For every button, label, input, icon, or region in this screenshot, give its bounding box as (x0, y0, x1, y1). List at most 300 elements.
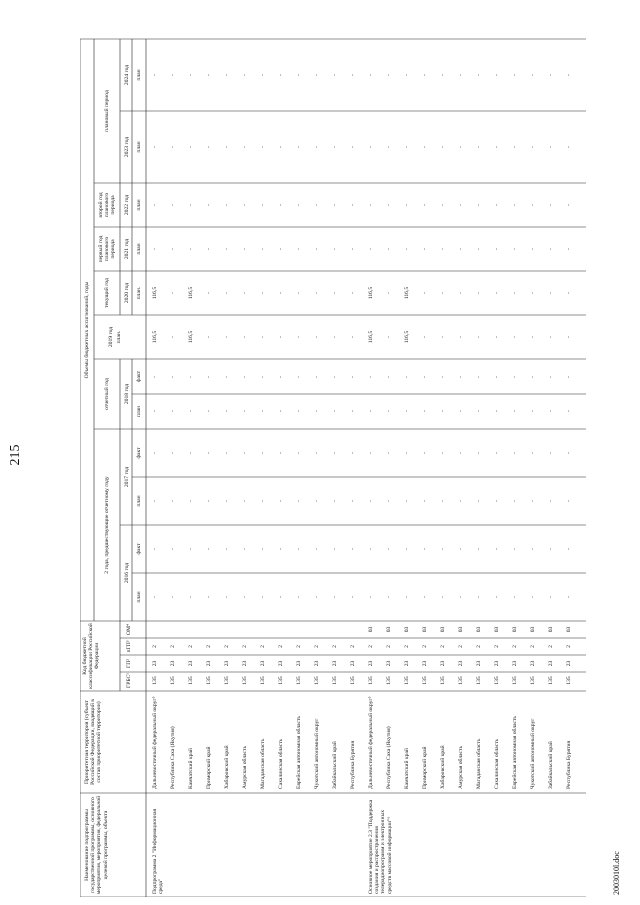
row-dash: - (278, 548, 284, 550)
row-value-2019: - (566, 336, 572, 338)
row-dash: - (458, 74, 464, 76)
row-dash: - (242, 248, 248, 250)
row-dash: - (566, 500, 572, 502)
row-dash: - (242, 146, 248, 148)
row-territory: Приморский край (422, 746, 428, 789)
row-dash: - (530, 146, 536, 148)
row-dash: - (206, 248, 212, 250)
row-value-2019: 116,5 (152, 330, 158, 344)
row-dash: - (422, 204, 428, 206)
row-dash: - (566, 548, 572, 550)
row-dash: - (494, 410, 500, 412)
header-name-column: Наименование подпрограммы государственной программы, основного мероприятия, мероприятия, федеральной целевой программы, объекта (84, 795, 109, 895)
row-dash: - (440, 376, 446, 378)
row-dash: - (260, 410, 266, 412)
row-dash: - (476, 596, 482, 598)
row-value-2020: - (440, 292, 446, 294)
row-dash: - (170, 204, 176, 206)
row-kbk-code: 135 (404, 676, 410, 685)
header-2016: 2016 год (124, 562, 130, 584)
row-territory: Хабаровский край (224, 745, 230, 789)
row-dash: - (278, 500, 284, 502)
header-two-years: 2 года, предшествующие отчетному году (104, 476, 110, 574)
row-kbk-code: 23 (170, 660, 176, 667)
row-dash: - (422, 376, 428, 378)
row-dash: - (530, 204, 536, 206)
row-kbk-code: 2 (422, 645, 428, 648)
row-value-2019: - (350, 336, 356, 338)
row-value-2019: - (260, 336, 266, 338)
row-kbk-code: 135 (440, 676, 446, 685)
row-dash: - (404, 74, 410, 76)
row-value-2019: - (512, 336, 518, 338)
row-territory: Чукотский автономный округ (314, 718, 320, 789)
row-dash: - (188, 452, 194, 454)
row-value-2020: - (296, 292, 302, 294)
header-2018-plan: план (136, 405, 142, 418)
row-dash: - (296, 376, 302, 378)
row-dash: - (404, 452, 410, 454)
row-kbk-code: 135 (170, 676, 176, 685)
row-dash: - (512, 500, 518, 502)
row-dash: - (458, 248, 464, 250)
row-dash: - (404, 500, 410, 502)
row-dash: - (260, 596, 266, 598)
row-dash: - (296, 248, 302, 250)
row-kbk-code: 135 (512, 676, 518, 685)
row-dash: - (386, 410, 392, 412)
row-dash: - (368, 548, 374, 550)
row-kbk-code: 03 (476, 626, 482, 633)
row-dash: - (422, 596, 428, 598)
row-dash: - (206, 500, 212, 502)
header-kbk-pgp: пГП³ (126, 640, 132, 653)
row-dash: - (332, 248, 338, 250)
row-dash: - (458, 596, 464, 598)
row-dash: - (224, 452, 230, 454)
row-dash: - (260, 248, 266, 250)
header-2024-plan: план (136, 69, 142, 81)
row-kbk-code: 23 (332, 660, 338, 667)
row-value-2020: - (314, 292, 320, 294)
row-territory: Магаданская область (260, 738, 266, 789)
footer-filename: 2003010l.doc (612, 851, 621, 895)
row-dash: - (368, 204, 374, 206)
row-dash: - (530, 74, 536, 76)
row-value-2020: - (206, 292, 212, 294)
row-kbk-code: 2 (566, 645, 572, 648)
row-dash: - (170, 74, 176, 76)
row-kbk-code: 03 (548, 626, 554, 633)
row-dash: - (440, 500, 446, 502)
row-dash: - (296, 596, 302, 598)
row-value-2019: - (548, 336, 554, 338)
row-dash: - (314, 376, 320, 378)
row-kbk-code: 135 (350, 676, 356, 685)
row-dash: - (386, 548, 392, 550)
row-dash: - (422, 500, 428, 502)
row-kbk-code: 2 (332, 645, 338, 648)
row-kbk-code: 23 (422, 660, 428, 667)
row-kbk-code: 23 (296, 660, 302, 667)
row-dash: - (188, 74, 194, 76)
row-dash: - (476, 74, 482, 76)
row-kbk-code: 03 (494, 626, 500, 633)
row-kbk-code: 2 (278, 645, 284, 648)
row-territory: Республика Саха (Якутия) (170, 726, 176, 789)
row-dash: - (404, 596, 410, 598)
row-dash: - (188, 204, 194, 206)
header-2016-fact: факт (136, 543, 142, 555)
row-dash: - (368, 452, 374, 454)
row-kbk-code: 23 (188, 660, 194, 667)
row-dash: - (332, 146, 338, 148)
row-dash: - (206, 596, 212, 598)
row-dash: - (242, 410, 248, 412)
row-dash: - (242, 548, 248, 550)
row-kbk-code: 23 (476, 660, 482, 667)
row-kbk-code: 135 (296, 676, 302, 685)
row-kbk-code: 23 (206, 660, 212, 667)
row-dash: - (548, 548, 554, 550)
row-dash: - (548, 500, 554, 502)
row-kbk-code: 23 (548, 660, 554, 667)
row-dash: - (386, 146, 392, 148)
row-kbk-code: 2 (188, 645, 194, 648)
row-dash: - (512, 410, 518, 412)
row-dash: - (386, 452, 392, 454)
row-dash: - (152, 146, 158, 148)
row-dash: - (476, 248, 482, 250)
row-dash: - (512, 204, 518, 206)
row-territory: Забайкальский край (548, 741, 554, 789)
row-dash: - (494, 500, 500, 502)
row-dash: - (260, 74, 266, 76)
row-dash: - (260, 204, 266, 206)
row-value-2019: - (278, 336, 284, 338)
row-dash: - (386, 204, 392, 206)
row-dash: - (152, 410, 158, 412)
row-value-2020: - (242, 292, 248, 294)
row-dash: - (170, 452, 176, 454)
header-2017-fact: факт (136, 447, 142, 459)
budget-table (80, 37, 588, 897)
row-dash: - (458, 452, 464, 454)
row-dash: - (206, 548, 212, 550)
row-value-2019: 116,5 (404, 330, 410, 344)
header-territory-column: Приоритетная территория (субъект Российской Федерации, входящий в состав приоритетной территории) (84, 699, 103, 785)
row-territory: Амурская область (242, 746, 248, 789)
row-kbk-code: 23 (260, 660, 266, 667)
row-value-2020: - (530, 292, 536, 294)
header-2019: 2019 год (108, 326, 114, 348)
row-kbk-code: 135 (152, 676, 158, 685)
row-kbk-code: 23 (512, 660, 518, 667)
header-2019-plan: план. (116, 330, 122, 344)
row-dash: - (566, 452, 572, 454)
row-value-2020: 116,5 (404, 286, 410, 300)
row-dash: - (386, 376, 392, 378)
row-dash: - (260, 500, 266, 502)
row-kbk-code: 2 (242, 645, 248, 648)
row-dash: - (566, 410, 572, 412)
row-kbk-code: 135 (314, 676, 320, 685)
row-dash: - (512, 376, 518, 378)
row-kbk-code: 03 (512, 626, 518, 633)
row-dash: - (386, 500, 392, 502)
row-value-2020: 116,5 (152, 286, 158, 300)
row-dash: - (242, 596, 248, 598)
row-kbk-code: 03 (404, 626, 410, 633)
row-dash: - (278, 376, 284, 378)
header-2017-plan: план (136, 495, 142, 507)
row-dash: - (278, 248, 284, 250)
row-value-2020: 116,5 (368, 286, 374, 300)
row-kbk-code: 2 (386, 645, 392, 648)
row-dash: - (260, 548, 266, 550)
row-kbk-code: 23 (566, 660, 572, 667)
row-dash: - (278, 410, 284, 412)
row-dash: - (152, 548, 158, 550)
row-kbk-code: 03 (440, 626, 446, 633)
row-dash: - (224, 376, 230, 378)
row-dash: - (332, 376, 338, 378)
row-dash: - (548, 204, 554, 206)
row-kbk-code: 03 (422, 626, 428, 633)
row-value-2020: 116,5 (188, 286, 194, 300)
row-dash: - (206, 452, 212, 454)
row-territory: Камчатский край (188, 748, 194, 789)
row-kbk-code: 2 (224, 645, 230, 648)
row-dash: - (314, 146, 320, 148)
row-dash: - (530, 548, 536, 550)
row-dash: - (350, 500, 356, 502)
row-dash: - (224, 74, 230, 76)
row-value-2020: - (224, 292, 230, 294)
row-kbk-code: 23 (404, 660, 410, 667)
row-dash: - (170, 376, 176, 378)
row-kbk-code: 135 (476, 676, 482, 685)
row-dash: - (512, 146, 518, 148)
row-dash: - (224, 596, 230, 598)
row-dash: - (206, 410, 212, 412)
row-territory: Камчатский край (404, 748, 410, 789)
row-value-2020: - (386, 292, 392, 294)
row-dash: - (152, 248, 158, 250)
row-kbk-code: 2 (206, 645, 212, 648)
row-dash: - (494, 248, 500, 250)
row-dash: - (404, 376, 410, 378)
row-value-2019: - (530, 336, 536, 338)
row-dash: - (296, 500, 302, 502)
row-dash: - (242, 452, 248, 454)
row-dash: - (404, 204, 410, 206)
row-dash: - (386, 596, 392, 598)
row-dash: - (548, 376, 554, 378)
row-value-2019: - (332, 336, 338, 338)
row-dash: - (530, 596, 536, 598)
row-kbk-code: 03 (386, 626, 392, 633)
row-dash: - (188, 376, 194, 378)
row-dash: - (224, 410, 230, 412)
row-dash: - (278, 452, 284, 454)
row-kbk-code: 135 (458, 676, 464, 685)
row-kbk-code: 2 (350, 645, 356, 648)
row-dash: - (440, 410, 446, 412)
row-dash: - (440, 74, 446, 76)
row-dash: - (188, 410, 194, 412)
row-territory: Республика Саха (Якутия) (386, 726, 392, 789)
group-1-name: Подпрограмма 2 "Информационная среда" (152, 808, 165, 894)
row-dash: - (224, 248, 230, 250)
header-reporting: отчетный год (104, 378, 110, 410)
row-dash: - (368, 146, 374, 148)
header-planning: плановый период (104, 90, 110, 132)
row-dash: - (440, 204, 446, 206)
row-territory: Чукотский автономный округ (530, 718, 536, 789)
row-dash: - (440, 596, 446, 598)
row-value-2020: - (260, 292, 266, 294)
row-value-2019: 116,5 (368, 330, 374, 344)
row-value-2019: - (242, 336, 248, 338)
row-dash: - (566, 74, 572, 76)
row-dash: - (476, 548, 482, 550)
row-dash: - (512, 452, 518, 454)
row-dash: - (422, 452, 428, 454)
row-dash: - (242, 204, 248, 206)
row-kbk-code: 23 (242, 660, 248, 667)
row-kbk-code: 23 (152, 660, 158, 667)
row-territory: Еврейская автономная область (296, 716, 302, 789)
row-dash: - (422, 548, 428, 550)
header-kbk-om: ОМ⁴ (126, 624, 132, 635)
row-dash: - (188, 248, 194, 250)
row-dash: - (206, 146, 212, 148)
row-dash: - (404, 248, 410, 250)
row-dash: - (350, 596, 356, 598)
row-territory: Дальневосточный федеральный округ⁵ (368, 696, 374, 789)
row-kbk-code: 2 (314, 645, 320, 648)
row-dash: - (296, 74, 302, 76)
row-dash: - (494, 74, 500, 76)
row-kbk-code: 2 (404, 645, 410, 648)
row-kbk-code: 135 (494, 676, 500, 685)
row-dash: - (494, 452, 500, 454)
row-kbk-code: 2 (548, 645, 554, 648)
row-dash: - (206, 204, 212, 206)
row-dash: - (350, 548, 356, 550)
row-dash: - (566, 146, 572, 148)
row-value-2020: - (278, 292, 284, 294)
row-dash: - (332, 204, 338, 206)
row-dash: - (368, 74, 374, 76)
row-value-2020: - (458, 292, 464, 294)
row-dash: - (422, 146, 428, 148)
row-territory: Сахалинская область (278, 738, 284, 789)
row-dash: - (314, 548, 320, 550)
row-dash: - (170, 146, 176, 148)
row-dash: - (566, 376, 572, 378)
row-dash: - (458, 500, 464, 502)
row-dash: - (170, 500, 176, 502)
row-dash: - (386, 248, 392, 250)
row-dash: - (332, 596, 338, 598)
row-dash: - (440, 452, 446, 454)
row-dash: - (296, 410, 302, 412)
row-kbk-code: 135 (368, 676, 374, 685)
row-kbk-code: 135 (278, 676, 284, 685)
row-territory: Амурская область (458, 746, 464, 789)
row-dash: - (368, 410, 374, 412)
header-2020: 2020 год (124, 282, 130, 304)
row-dash: - (314, 204, 320, 206)
row-value-2020: - (512, 292, 518, 294)
row-kbk-code: 135 (530, 676, 536, 685)
row-dash: - (422, 74, 428, 76)
row-territory: Дальневосточный федеральный округ⁵ (152, 696, 158, 789)
row-territory: Республика Бурятия (566, 740, 572, 789)
row-dash: - (404, 548, 410, 550)
row-dash: - (170, 410, 176, 412)
row-kbk-code: 135 (188, 676, 194, 685)
row-territory: Приморский край (206, 746, 212, 789)
header-2023: 2023 год (124, 136, 130, 158)
row-dash: - (566, 248, 572, 250)
row-dash: - (566, 596, 572, 598)
row-dash: - (458, 548, 464, 550)
row-dash: - (512, 596, 518, 598)
row-dash: - (350, 248, 356, 250)
header-kbk-gp: ГП² (126, 659, 132, 668)
row-territory: Сахалинская область (494, 738, 500, 789)
row-kbk-code: 23 (314, 660, 320, 667)
row-territory: Еврейская автономная область (512, 716, 518, 789)
row-dash: - (494, 596, 500, 598)
header-2021: 2021 год (124, 238, 130, 260)
row-kbk-code: 2 (152, 645, 158, 648)
row-dash: - (224, 146, 230, 148)
row-kbk-code: 2 (458, 645, 464, 648)
row-kbk-code: 03 (566, 626, 572, 633)
row-value-2019: - (224, 336, 230, 338)
row-dash: - (332, 500, 338, 502)
row-dash: - (260, 376, 266, 378)
row-value-2019: - (206, 336, 212, 338)
row-dash: - (188, 500, 194, 502)
page-number: 215 (8, 444, 23, 466)
row-dash: - (296, 146, 302, 148)
row-dash: - (530, 410, 536, 412)
row-dash: - (368, 376, 374, 378)
row-dash: - (548, 410, 554, 412)
row-value-2020: - (476, 292, 482, 294)
row-kbk-code: 2 (530, 645, 536, 648)
row-dash: - (440, 146, 446, 148)
row-kbk-code: 2 (440, 645, 446, 648)
row-kbk-code: 2 (368, 645, 374, 648)
row-dash: - (170, 596, 176, 598)
row-dash: - (512, 248, 518, 250)
row-dash: - (404, 410, 410, 412)
header-2024: 2024 год (124, 64, 130, 86)
row-dash: - (152, 452, 158, 454)
row-value-2019: - (494, 336, 500, 338)
row-value-2019: - (170, 336, 176, 338)
row-dash: - (530, 452, 536, 454)
row-dash: - (404, 146, 410, 148)
row-kbk-code: 2 (260, 645, 266, 648)
row-dash: - (188, 146, 194, 148)
